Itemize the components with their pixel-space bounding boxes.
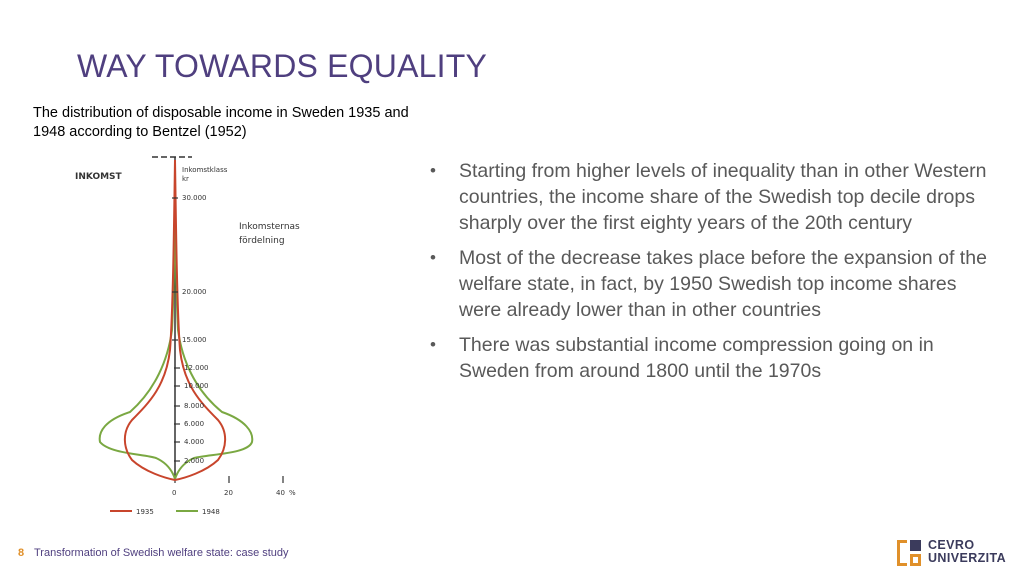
bullet-text: Most of the decrease takes place before the expansion of the welfare state, in fact, by 1950 Swedish top income shares were already lower than in other countries [459,247,987,321]
bullet-icon: • [430,161,436,180]
x-tick-label: 40 [276,489,285,497]
x-tick-label: 0 [172,489,177,497]
distribution-plot [60,150,330,520]
bullet-list [428,158,998,393]
income-distribution-figure [60,150,330,520]
bullet-icon: • [430,248,436,267]
footer-text: Transformation of Swedish welfare state: case study [34,547,289,559]
logo-wordmark [928,539,1006,565]
axis-title-line2: kr [182,175,189,183]
dist-title-line2: fördelning [239,236,285,246]
bullet-text: There was substantial income compression going on in Sweden from around 1800 until the 1970s [459,334,934,382]
bullet-item [428,158,998,236]
logo-mark-icon [897,540,921,566]
bullet-item [428,332,998,384]
y-tick-label: 15.000 [182,336,207,344]
figure-caption: The distribution of disposable income in Sweden 1935 and 1948 according to Bentzel (1952) [33,105,409,140]
slide-title: WAY TOWARDS EQUALITY [77,48,487,84]
logo-line2: UNIVERZITA [928,551,1007,565]
bullet-item [428,245,998,323]
y-tick-label: 4.000 [184,438,205,446]
axis-title-line1: Inkomstklass [182,166,228,174]
legend-label-1935: 1935 [136,508,154,516]
y-tick-label: 6.000 [184,420,205,428]
cevro-logo [897,538,1015,568]
y-tick-label: 20.000 [182,288,207,296]
y-tick-label: 12.000 [184,364,209,372]
logo-line1: CEVRO [928,538,975,552]
legend-label-1948: 1948 [202,508,220,516]
y-tick-label: 30.000 [182,194,207,202]
page-number: 8 [18,547,25,559]
x-unit-label: % [289,489,296,497]
y-tick-label: 10.000 [184,382,209,390]
bullet-icon: • [430,335,436,354]
inkomst-label: INKOMST [75,172,122,182]
y-tick-label: 8.000 [184,402,205,410]
bullet-text: Starting from higher levels of inequality than in other Western countries, the income share of the Swedish top decile drops sharply over the first eighty years of the 20th century [459,160,987,234]
y-tick-label: 2.000 [184,457,205,465]
dist-title-line1: Inkomsternas [239,222,300,232]
x-tick-label: 20 [224,489,233,497]
